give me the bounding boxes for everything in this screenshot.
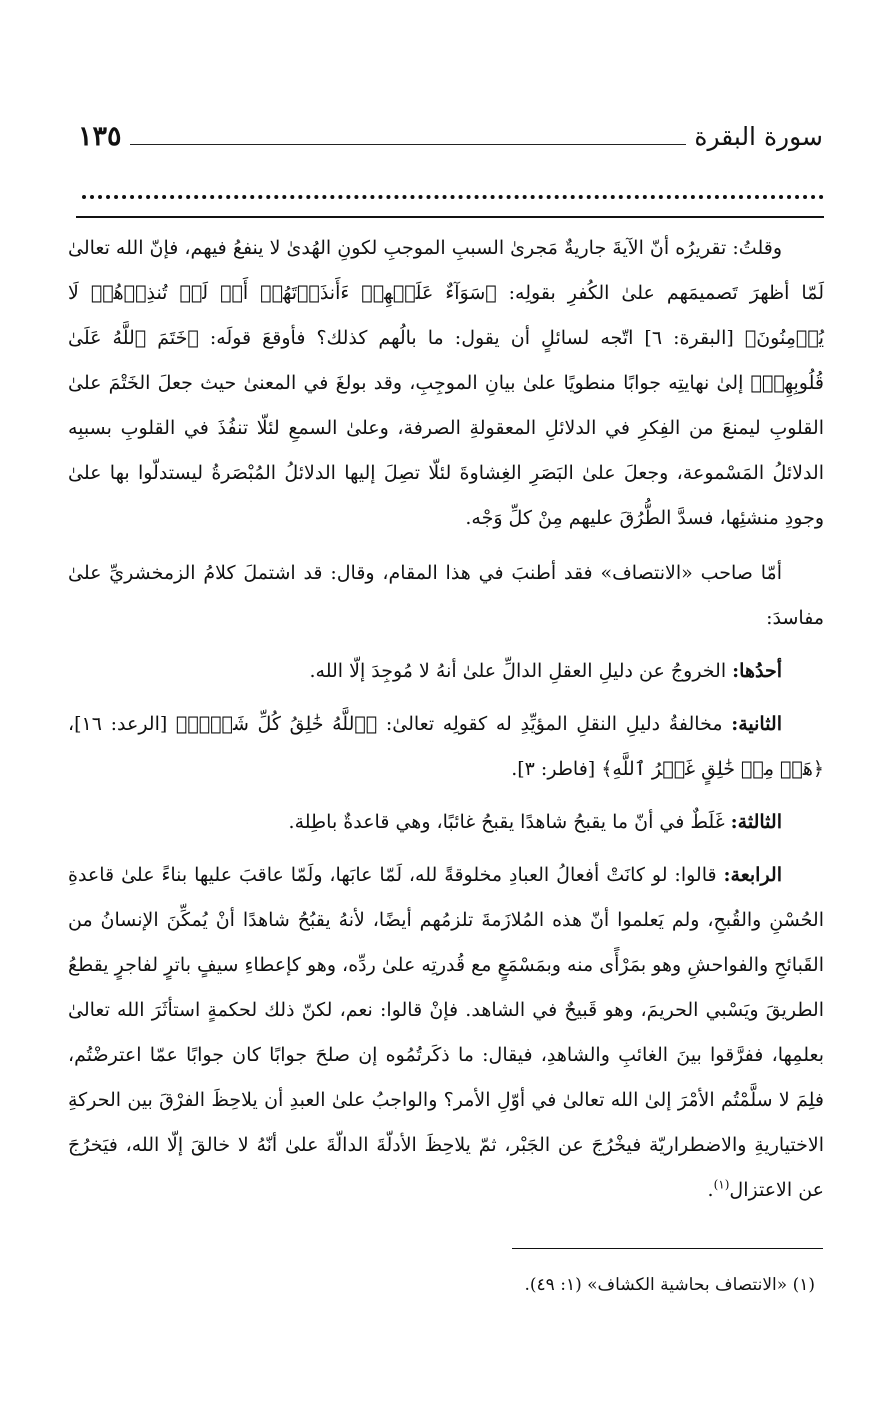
point-text: مخالفةُ دليلِ النقلِ المؤيِّدِ له كقولِه تعالىٰ: ﴿ٱللَّهُ خَٰلِقُ كُلِّ شَيۡءٖ﴾ [الرعد: ١٦]، ﴿هَلۡ مِنۡ خَٰلِقٍ غَيۡرُ ٱللَّهِ﴾ [فاطر: ٣].	[68, 713, 824, 780]
page-header	[78, 108, 823, 152]
footnote-rule	[512, 1248, 823, 1249]
point-text: غَلَطٌ في أنّ ما يقبحُ شاهدًا يقبحُ غائبًا، وهي قاعدةٌ باطِلة.	[288, 811, 731, 833]
point-end: .	[707, 1179, 714, 1201]
point-second	[68, 702, 824, 792]
header-rule	[76, 216, 824, 218]
page-number: ١٣٥	[78, 121, 122, 152]
point-label: أحدُها:	[732, 660, 782, 682]
point-label: الثالثة:	[730, 811, 782, 833]
point-text: الخروجُ عن دليلِ العقلِ الدالِّ علىٰ أنهُ لا مُوجِدَ إلّا الله.	[309, 660, 733, 682]
paragraph-commentary: وقلتُ: تقريرُه أنّ الآيةَ جاريةٌ مَجرىٰ السببِ الموجبِ لكونِ الهُدىٰ لا ينفعُ فيهم، فإنّ الله تعالىٰ لَمّا أظهرَ تَصميمَهم علىٰ الكُفرِ بقولِه: ﴿سَوَآءٌ عَلَيۡهِمۡ ءَأَنذَرۡتَهُمۡ أَمۡ لَمۡ تُنذِرۡهُمۡ لَا يُؤۡمِنُونَ﴾ [البقرة: ٦] اتّجه لسائلٍ أن يقول: ما بالُهم كذلك؟ فأوقعَ قولَه: ﴿خَتَمَ ٱللَّهُ عَلَىٰ قُلُوبِهِمۡ﴾ إلىٰ نهايتِه جوابًا منطويًا علىٰ بيانِ الموجِبِ، وقد بولغَ في المعنىٰ حيث جعلَ الخَتْمَ علىٰ القلوبِ ليمنعَ من الفِكرِ في الدلائلِ المعقولةِ الصرفة، وعلىٰ السمعِ لئلّا تنفُذَ في القلوبِ بسببِه الدلائلُ المَسْموعة، وجعلَ علىٰ البَصَرِ الغِشاوةَ لئلّا تصِلَ إليها الدلائلُ المُبْصَرةُ ليستدلّوا بها علىٰ وجودِ منشئِها، فسدَّ الطُّرُقَ عليهم مِنْ كلِّ وَجْه.	[68, 237, 825, 529]
point-label: الثانية:	[731, 713, 782, 735]
paragraph-intisaf: أمّا صاحب «الانتصاف» فقد أطنبَ في هذا المقام، وقال: قد اشتملَ كلامُ الزمخشريِّ علىٰ مفاسدَ:	[68, 562, 824, 629]
footnote: (١) «الانتصاف بحاشية الكشاف» (١: ٤٩).	[524, 1275, 815, 1295]
point-fourth	[68, 853, 824, 1213]
main-text	[68, 226, 824, 1213]
footnote-reference: (١)	[713, 1177, 730, 1192]
surah-title: سورة البقرة	[694, 122, 823, 151]
dotted-separator	[82, 185, 824, 199]
header-leader-line	[130, 143, 687, 145]
point-first	[68, 649, 824, 694]
point-third	[68, 800, 824, 845]
point-text: قالوا: لو كانَتْ أفعالُ العبادِ مخلوقةً لله، لَمّا عابَها، ولَمّا عاقبَ عليها بناءً علىٰ قاعدةِ الحُسْنِ والقُبحِ، ولم يَعلموا أنّ هذه المُلازَمةَ تلزمُهم أيضًا، لأنهُ يقبُحُ شاهدًا أنْ يُمكِّنَ الإنسانُ من القَبائحِ والفواحشِ وهو بمَرْأًى منه وبمَسْمَعٍ مع قُدرتِه علىٰ ردِّه، وهو كإعطاءِ سيفٍ باترٍ لفاجرٍ يقطعُ الطريقَ ويَسْبي الحريمَ، وهو قَبيحٌ في الشاهد. فإنْ قالوا: نعم، لكنّ ذلك لحكمةٍ استأثَرَ الله تعالىٰ بعلمِها، ففرَّقوا بينَ الغائبِ والشاهدِ، فيقال: ما ذكَرتُمُوه إن صلحَ جوابًا كان جوابًا عمّا اعترضْتُم، فلِمَ لا سلَّمْتُم الأمْرَ إلىٰ الله تعالىٰ في أوّلِ الأمر؟ والواجبُ علىٰ العبدِ أن يلاحِظَ الفرْقَ بين الحركةِ الاختياريةِ والاضطراريّة فيخْرُجَ عن الجَبْر، ثمّ يلاحِظَ الأدلّةَ الدالّةَ علىٰ أنّهُ لا خالقَ إلّا الله، فيَخرُجَ عن الاعتزال	[68, 864, 824, 1201]
point-label: الرابعة:	[723, 864, 782, 886]
